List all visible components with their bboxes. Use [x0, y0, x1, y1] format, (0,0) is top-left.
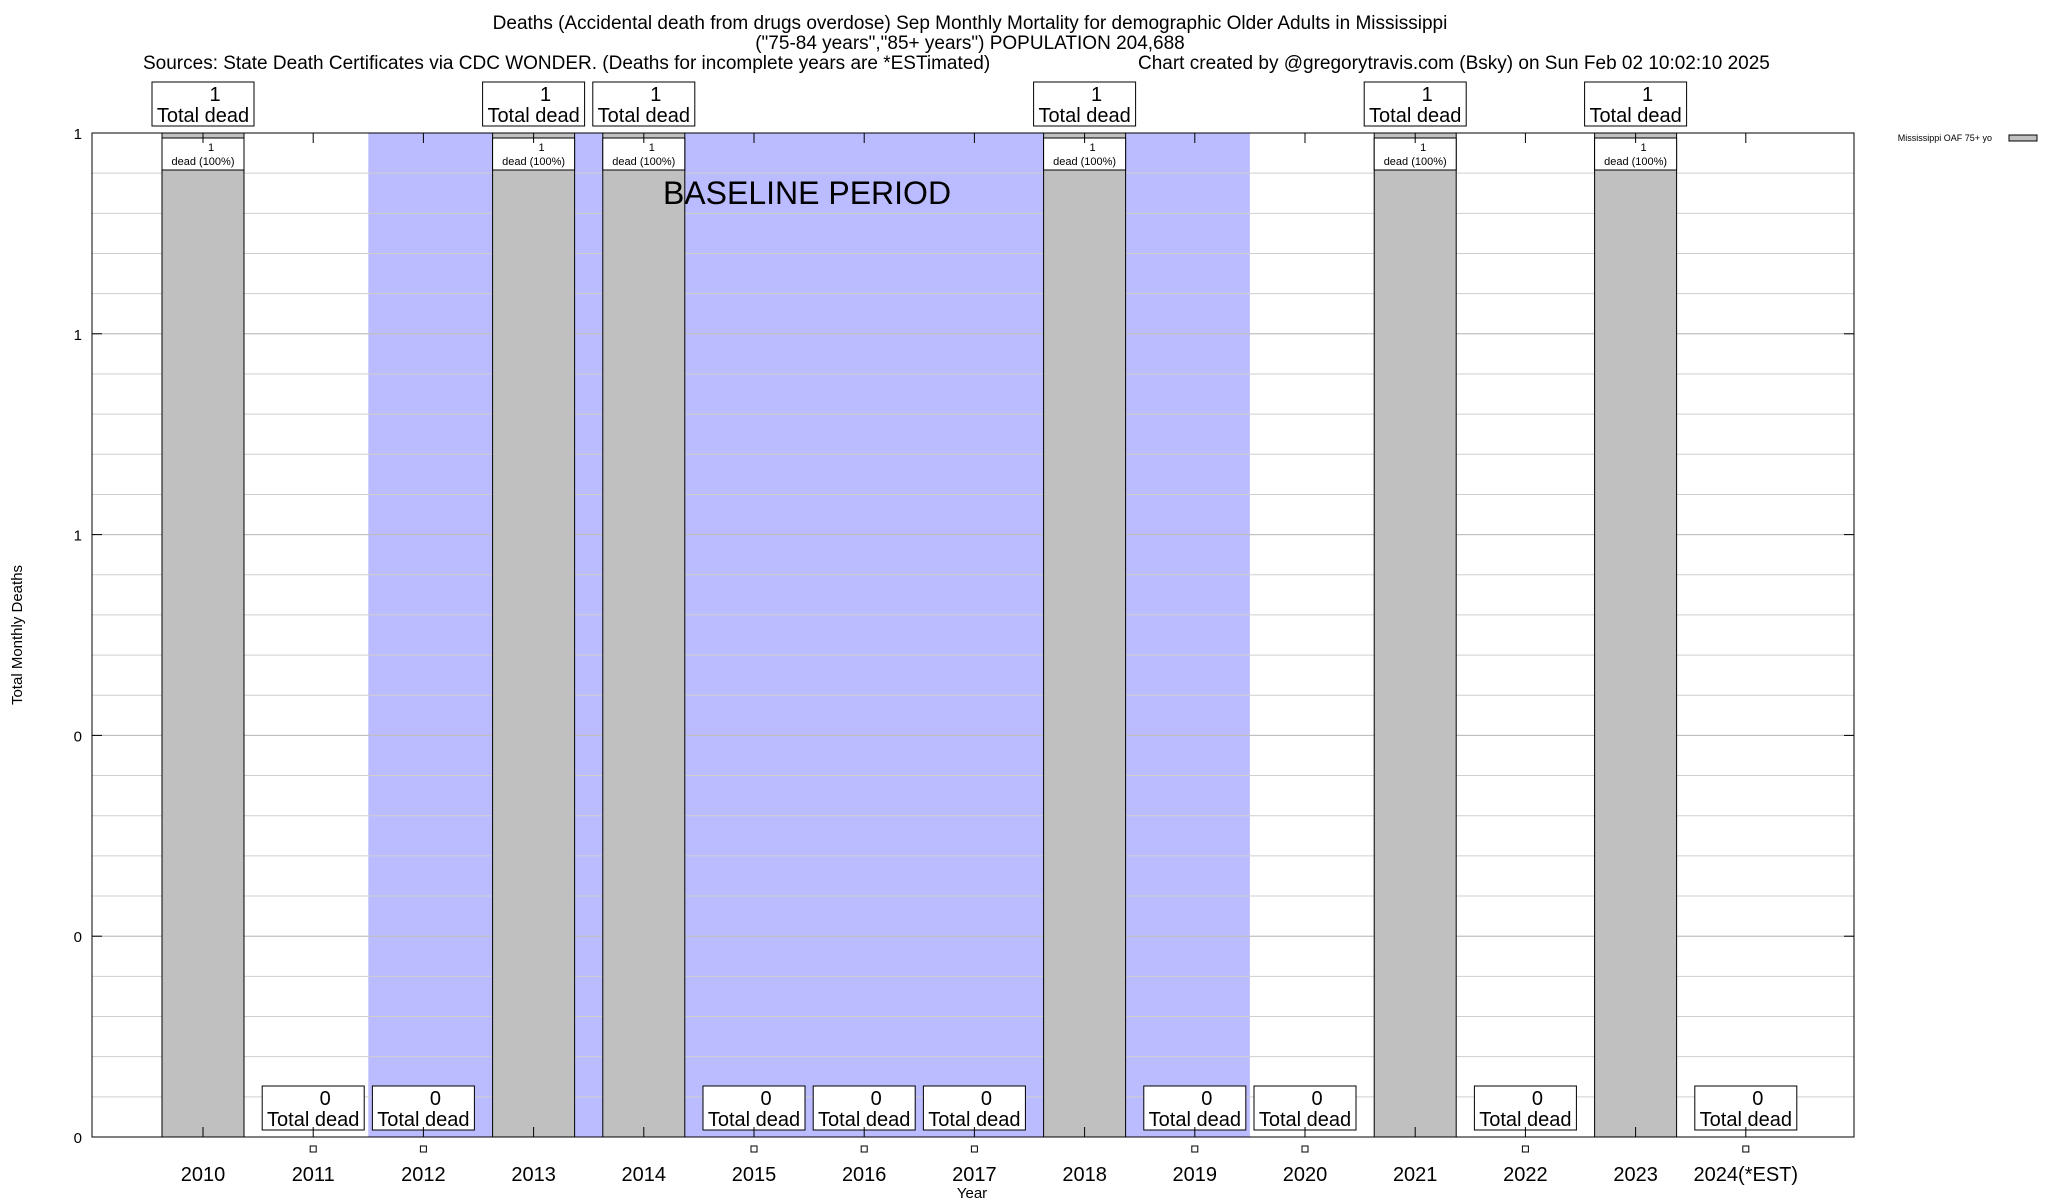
- y-tick-label: 1: [73, 126, 82, 143]
- bar-inner-value-2018: 1: [1089, 142, 1096, 154]
- total-value-label-2022: 0: [1531, 1088, 1543, 1110]
- y-tick-label: 1: [73, 326, 82, 344]
- bar-inner-value-2010: 1: [207, 142, 215, 154]
- zero-marker-2020: [1302, 1146, 1308, 1152]
- zero-marker-2022: [1522, 1146, 1528, 1152]
- bar-2023: [1595, 133, 1677, 1137]
- bar-inner-label-2010: dead (100%): [171, 156, 235, 168]
- total-value-label-2013: 1: [540, 84, 552, 106]
- shaded-region-label: BASELINE PERIOD: [662, 175, 952, 211]
- chart-subtitle: ("75-84 years","85+ years") POPULATION 204,688: [755, 33, 1185, 54]
- bar-inner-value-2021: 1: [1420, 142, 1427, 154]
- total-value-label-2021: 1: [1421, 84, 1433, 106]
- total-value-label-2014: 1: [650, 84, 662, 106]
- x-tick-label-2024(*EST): 2024(*EST): [1693, 1164, 1799, 1186]
- y-tick-label: 0: [73, 728, 82, 746]
- x-tick-label-2010: 2010: [180, 1164, 226, 1186]
- total-value-label-2017: 0: [980, 1088, 992, 1110]
- x-tick-label-2013: 2013: [511, 1164, 556, 1186]
- bar-inner-value-2013: 1: [538, 142, 545, 154]
- legend-label: Mississippi OAF 75+ yo: [1897, 133, 1992, 143]
- total-word-label-2010: Total dead: [156, 105, 250, 127]
- x-tick-label-2018: 2018: [1062, 1164, 1107, 1186]
- x-tick-label-2020: 2020: [1282, 1164, 1328, 1186]
- total-word-label-2013: Total dead: [487, 105, 580, 127]
- total-word-label-2011: Total dead: [267, 1109, 360, 1131]
- total-word-label-2012: Total dead: [377, 1109, 470, 1131]
- total-value-label-2024(*EST): 0: [1752, 1088, 1764, 1110]
- total-word-label-2024(*EST): Total dead: [1699, 1109, 1792, 1131]
- total-word-label-2020: Total dead: [1258, 1109, 1352, 1131]
- total-word-label-2022: Total dead: [1479, 1109, 1572, 1131]
- y-axis-title: Total Monthly Deaths: [9, 564, 26, 706]
- x-axis-title: Year: [956, 1185, 988, 1200]
- total-word-label-2017: Total dead: [928, 1109, 1021, 1131]
- zero-marker-2015: [751, 1146, 757, 1152]
- total-value-label-2015: 0: [760, 1088, 772, 1110]
- x-tick-label-2019: 2019: [1172, 1164, 1218, 1186]
- zero-marker-2019: [1192, 1146, 1198, 1152]
- total-value-label-2019: 0: [1201, 1088, 1213, 1110]
- total-word-label-2016: Total dead: [818, 1109, 911, 1131]
- total-word-label-2015: Total dead: [707, 1109, 801, 1131]
- total-word-label-2019: Total dead: [1148, 1109, 1241, 1131]
- chart-sources: Sources: State Death Certificates via CDC WONDER. (Deaths for incomplete years are *ESTimated): [143, 53, 991, 74]
- legend-swatch: [2009, 135, 2037, 141]
- zero-marker-2016: [861, 1146, 867, 1152]
- bar-2013: [493, 133, 575, 1137]
- bar-inner-value-2014: 1: [648, 142, 655, 154]
- x-tick-label-2021: 2021: [1392, 1164, 1438, 1186]
- bar-inner-label-2021: dead (100%): [1383, 156, 1447, 168]
- chart-title: Deaths (Accidental death from drugs overdose) Sep Monthly Mortality for demographic Older Adults in Mississippi: [492, 13, 1448, 34]
- total-value-label-2011: 0: [319, 1088, 331, 1110]
- zero-marker-2017: [971, 1146, 977, 1152]
- bar-inner-label-2013: dead (100%): [502, 156, 566, 168]
- x-tick-label-2016: 2016: [841, 1164, 887, 1186]
- zero-marker-2011: [310, 1146, 316, 1152]
- y-tick-label: 0: [73, 1130, 82, 1147]
- legend: [1898, 133, 2037, 143]
- bar-2021: [1374, 133, 1456, 1137]
- total-value-label-2010: 1: [209, 84, 221, 106]
- total-word-label-2023: Total dead: [1589, 105, 1682, 127]
- x-tick-label-2012: 2012: [401, 1164, 446, 1186]
- x-tick-label-2022: 2022: [1503, 1164, 1548, 1186]
- total-value-label-2012: 0: [429, 1088, 441, 1110]
- x-tick-label-2023: 2023: [1613, 1164, 1658, 1186]
- bar-inner-value-2023: 1: [1640, 142, 1647, 154]
- x-tick-label-2011: 2011: [291, 1164, 335, 1186]
- bar-2010: [162, 133, 244, 1137]
- bar-inner-label-2023: dead (100%): [1604, 156, 1668, 168]
- zero-marker-2012: [420, 1146, 426, 1152]
- total-word-label-2014: Total dead: [597, 105, 690, 127]
- total-value-label-2018: 1: [1091, 84, 1103, 106]
- bar-2014: [603, 133, 685, 1137]
- total-value-label-2023: 1: [1642, 84, 1654, 106]
- total-value-label-2016: 0: [870, 1088, 882, 1110]
- bar-inner-label-2018: dead (100%): [1053, 156, 1117, 168]
- total-word-label-2021: Total dead: [1369, 105, 1462, 127]
- y-tick-label: 1: [73, 527, 82, 545]
- chart-credit: Chart created by @gregorytravis.com (Bsky) on Sun Feb 02 10:02:10 2025: [1138, 53, 1770, 74]
- zero-marker-2024(*EST): [1743, 1146, 1749, 1152]
- x-tick-label-2014: 2014: [621, 1164, 667, 1186]
- bar-2018: [1044, 133, 1126, 1137]
- total-word-label-2018: Total dead: [1038, 105, 1131, 127]
- bar-inner-label-2014: dead (100%): [612, 156, 676, 168]
- x-tick-label-2015: 2015: [731, 1164, 777, 1186]
- total-value-label-2020: 0: [1311, 1088, 1323, 1110]
- x-tick-label-2017: 2017: [952, 1164, 997, 1186]
- y-tick-label: 0: [73, 929, 82, 947]
